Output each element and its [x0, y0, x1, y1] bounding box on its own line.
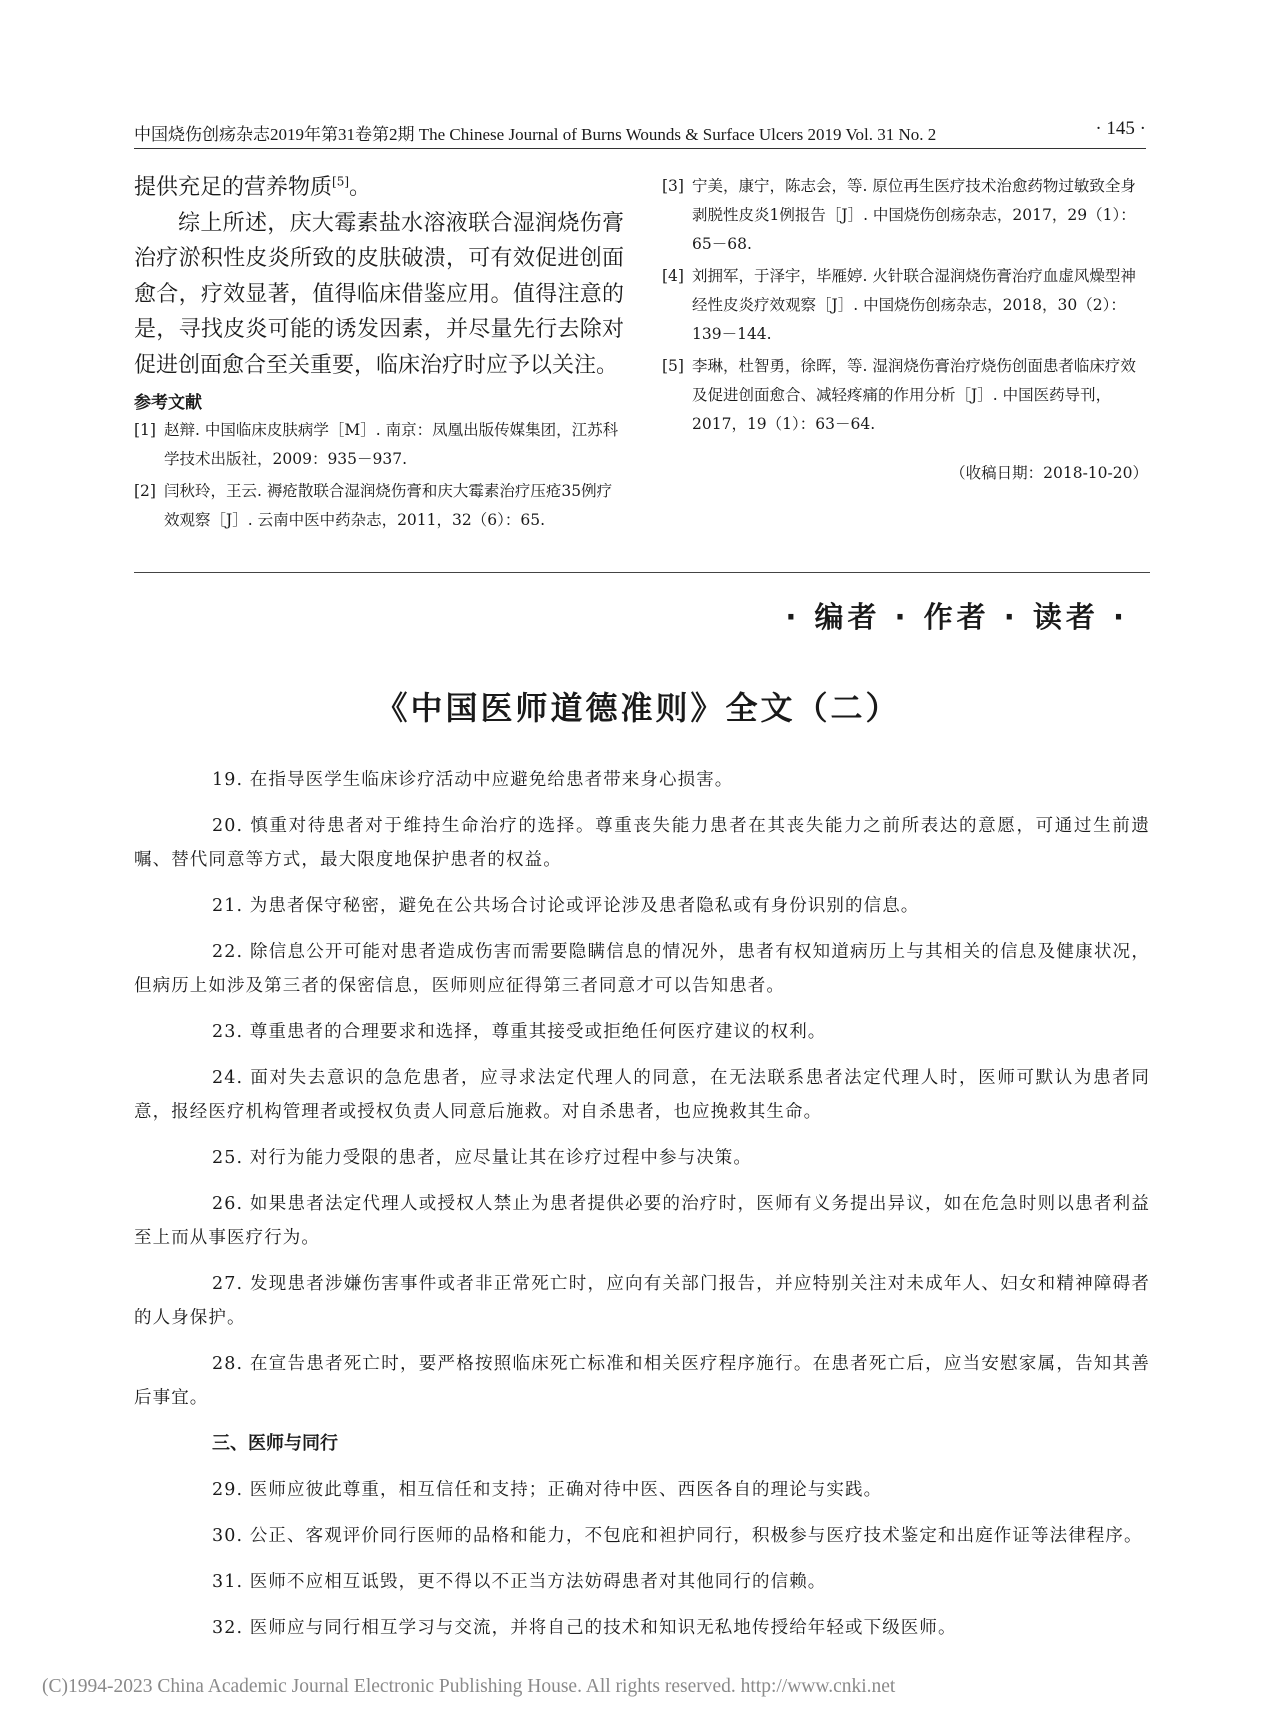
article-paragraph: 32. 医师应与同行相互学习与交流，并将自己的技术和知识无私地传授给年轻或下级医师。 — [212, 1618, 957, 1638]
references-heading: 参考文献 — [134, 393, 202, 413]
citation: [5] — [332, 174, 350, 189]
article-paragraph: 19. 在指导医学生临床诊疗活动中应避免给患者带来身心损害。 — [212, 770, 734, 790]
section-subheading: 三、医师与同行 — [212, 1433, 338, 1454]
article-paragraph: 23. 尊重患者的合理要求和选择，尊重其接受或拒绝任何医疗建议的权利。 — [212, 1022, 827, 1042]
reference-item: [3] 宁美，康宁，陈志会，等. 原位再生医疗技术治愈药物过敏致全身剥脱性皮炎1例报告［J］. 中国烧伤创疡杂志，2017，29（1）：65－68. — [662, 177, 1136, 253]
reference-item: [2] 闫秋玲，王云. 褥疮散联合湿润烧伤膏和庆大霉素治疗压疮35例疗效观察［J］. 云南中医中药杂志，2011，32（6）：65. — [134, 482, 613, 529]
running-header — [134, 118, 1146, 149]
article-title: 《中国医师道德准则》全文（二） — [375, 689, 901, 727]
section-divider — [134, 572, 1150, 573]
reference-item: [5] 李琳，杜智勇，徐晖，等. 湿润烧伤膏治疗烧伤创面患者临床疗效及促进创面愈合、减轻疼痛的作用分析［J］. 中国医药导刊，2017，19（1）：63－64. — [662, 357, 1136, 433]
copyright-footer: (C)1994-2023 China Academic Journal Electronic Publishing House. All rights reserved. http://www.cnki.net — [42, 1676, 896, 1697]
left-column — [134, 170, 624, 538]
article-paragraph: 31. 医师不应相互诋毁，更不得以不正当方法妨碍患者对其他同行的信赖。 — [212, 1572, 827, 1592]
right-column — [662, 172, 1150, 483]
article-paragraph: 26. 如果患者法定代理人或授权人禁止为患者提供必要的治疗时，医师有义务提出异议，如在危急时则以患者利益至上而从事医疗行为。 — [134, 1194, 1150, 1248]
journal-header: 中国烧伤创疡杂志2019年第31卷第2期 The Chinese Journal of Burns Wounds & Surface Ulcers 2019 Vol. 31 No. 2 — [134, 125, 937, 144]
body-paragraph: 综上所述，庆大霉素盐水溶液联合湿润烧伤膏治疗淤积性皮炎所致的皮肤破溃，可有效促进创面愈合，疗效显著，值得临床借鉴应用。值得注意的是，寻找皮炎可能的诱发因素，并尽量先行去除对促进创面愈合至关重要，临床治疗时应予以关注。 — [134, 210, 624, 378]
page-number: · 145 · — [1095, 118, 1146, 139]
article-paragraph: 21. 为患者保守秘密，避免在公共场合讨论或评论涉及患者隐私或有身份识别的信息。 — [212, 896, 920, 916]
reference-item: [1] 赵辩. 中国临床皮肤病学［M］. 南京：凤凰出版传媒集团，江苏科学技术出版社，2009：935－937. — [134, 421, 619, 468]
article-paragraph: 30. 公正、客观评价同行医师的品格和能力，不包庇和袒护同行，积极参与医疗技术鉴定和出庭作证等法律程序。 — [212, 1526, 1143, 1546]
received-date: （收稿日期：2018-10-20） — [950, 464, 1148, 482]
article-paragraph: 29. 医师应彼此尊重，相互信任和支持；正确对待中医、西医各自的理论与实践。 — [212, 1480, 883, 1500]
body-paragraph: 提供充足的营养物质[5]。 — [134, 174, 372, 200]
article-body — [134, 763, 1150, 1657]
article-paragraph: 25. 对行为能力受限的患者，应尽量让其在诊疗过程中参与决策。 — [212, 1148, 752, 1168]
article-paragraph: 22. 除信息公开可能对患者造成伤害而需要隐瞒信息的情况外，患者有权知道病历上与其相关的信息及健康状况，但病历上如涉及第三者的保密信息，医师则应征得第三者同意才可以告知患者。 — [134, 942, 1150, 996]
reference-item: [4] 刘拥军，于泽宇，毕雁婷. 火针联合湿润烧伤膏治疗血虚风燥型神经性皮炎疗效观察［J］. 中国烧伤创疡杂志，2018，30（2）：139－144. — [662, 267, 1136, 343]
article-paragraph: 24. 面对失去意识的急危患者，应寻求法定代理人的同意，在无法联系患者法定代理人时，医师可默认为患者同意，报经医疗机构管理者或授权负责人同意后施救。对自杀患者，也应挽救其生命。 — [134, 1068, 1150, 1122]
article-paragraph: 28. 在宣告患者死亡时，要严格按照临床死亡标准和相关医疗程序施行。在患者死亡后，应当安慰家属，告知其善后事宜。 — [134, 1354, 1150, 1408]
article-paragraph: 20. 慎重对待患者对于维持生命治疗的选择。尊重丧失能力患者在其丧失能力之前所表达的意愿，可通过生前遗嘱、替代同意等方式，最大限度地保护患者的权益。 — [134, 816, 1150, 870]
section-label: · 编者 · 作者 · 读者 · — [785, 600, 1128, 634]
article-paragraph: 27. 发现患者涉嫌伤害事件或者非正常死亡时，应向有关部门报告，并应特别关注对未成年人、妇女和精神障碍者的人身保护。 — [134, 1274, 1150, 1328]
